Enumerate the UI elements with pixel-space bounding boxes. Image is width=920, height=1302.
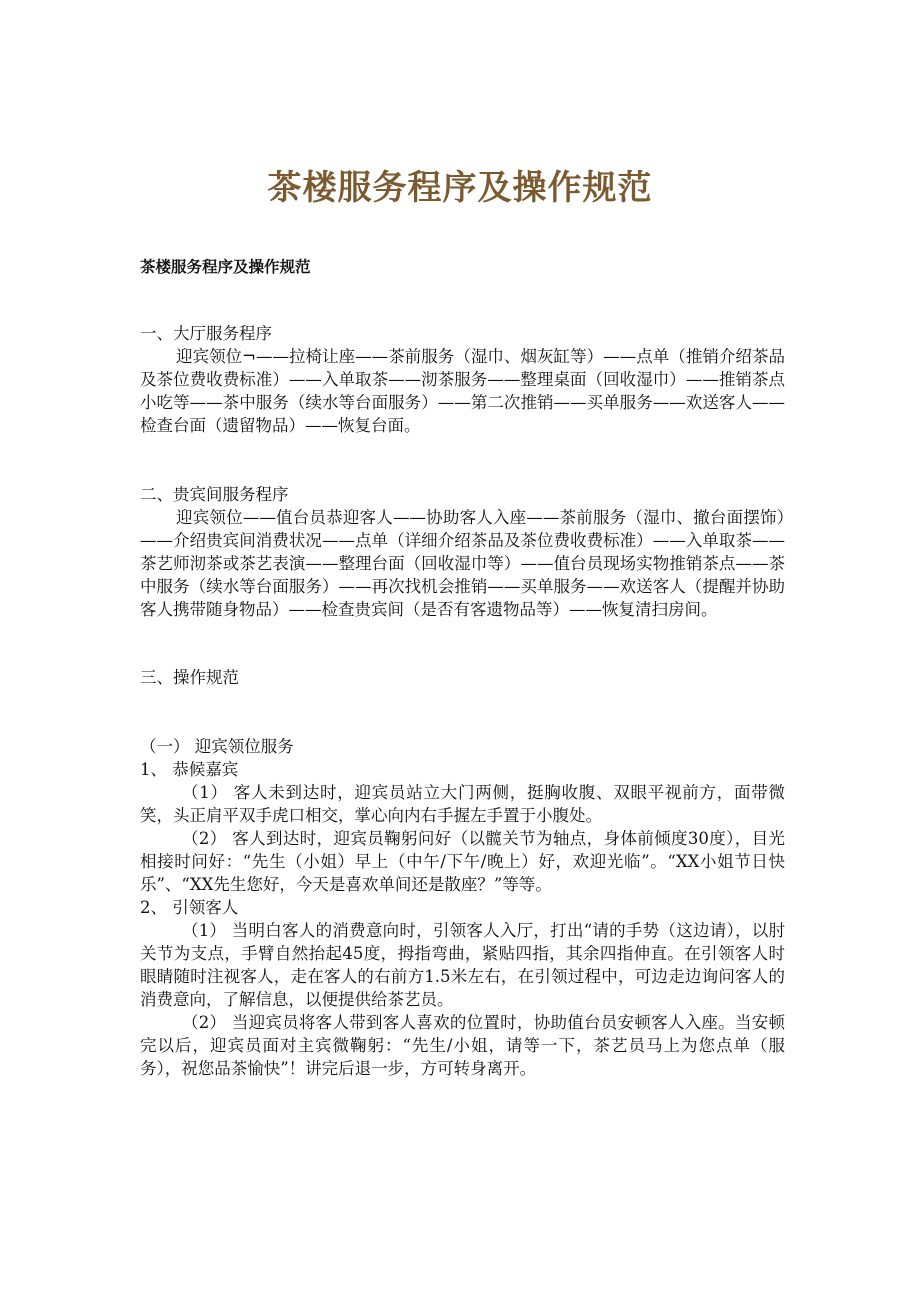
document-body bbox=[140, 255, 785, 1080]
ops-item-para: （2） 当迎宾员将客人带到客人喜欢的位置时，协助值台员安顿客人入座。当安顿完以后，迎宾员面对主宾微鞠躬：“先生/小姐，请等一下，茶艺员马上为您点单（服务），祝您品茶愉快”！讲完后退一步，方可转身离开。 bbox=[140, 1013, 785, 1078]
section-heading-lobby: 一、大厅服务程序 bbox=[140, 324, 272, 343]
document-subtitle: 茶楼服务程序及操作规范 bbox=[140, 258, 311, 276]
section-body-lobby: 迎宾领位¬——拉椅让座——茶前服务（湿巾、烟灰缸等）——点单（推销介绍茶品及茶位费收费标准）——入单取茶——沏茶服务——整理桌面（回收湿巾）——推销茶点小吃等——茶中服务（续水等台面服务）——第二次推销——买单服务——欢送客人——检查台面（遗留物品）——恢复台面。 bbox=[140, 347, 785, 435]
document-title: 茶楼服务程序及操作规范 bbox=[267, 168, 653, 208]
section-heading-ops: 三、操作规范 bbox=[140, 668, 239, 687]
ops-item-heading-guiding: 2、 引领客人 bbox=[140, 898, 239, 917]
section-body-vip: 迎宾领位——值台员恭迎客人——协助客人入座——茶前服务（湿巾、撤台面摆饰）——介绍贵宾间消费状况——点单（详细介绍茶品及茶位费收费标准）——入单取茶——茶艺师沏茶或茶艺表演——整理台面（回收湿巾等）——值台员现场实物推销茶点——茶中服务（续水等台面服务）——再次找机会推销——买单服务——欢送客人（提醒并协助客人携带随身物品）——检查贵宾间（是否有客遗物品等）——恢复清扫房间。 bbox=[140, 508, 785, 619]
ops-group-heading: （一） 迎宾领位服务 bbox=[140, 737, 294, 756]
ops-item-para: （1） 当明白客人的消费意向时，引领客人入厅，打出“请的手势（这边请），以肘关节为支点，手臂自然抬起45度，拇指弯曲，紧贴四指，其余四指伸直。在引领客人时眼睛随时注视客人，走在客人的右前方1.5米左右，在引领过程中，可边走边询问客人的消费意向，了解信息，以便提供给茶艺员。 bbox=[140, 921, 785, 1009]
ops-item-heading-greeting: 1、 恭候嘉宾 bbox=[140, 760, 239, 779]
ops-item-para: （2） 客人到达时，迎宾员鞠躬问好（以髋关节为轴点，身体前倾度30度），目光相接时问好：“先生（小姐）早上（中午/下午/晚上）好，欢迎光临”。“XX小姐节日快乐”、“XX先生您好，今天是喜欢单间还是散座？”等等。 bbox=[140, 829, 785, 894]
ops-item-para: （1） 客人未到达时，迎宾员站立大门两侧，挺胸收腹、双眼平视前方，面带微笑，头正肩平双手虎口相交，掌心向内右手握左手置于小腹处。 bbox=[140, 783, 785, 825]
section-heading-vip: 二、贵宾间服务程序 bbox=[140, 485, 289, 504]
